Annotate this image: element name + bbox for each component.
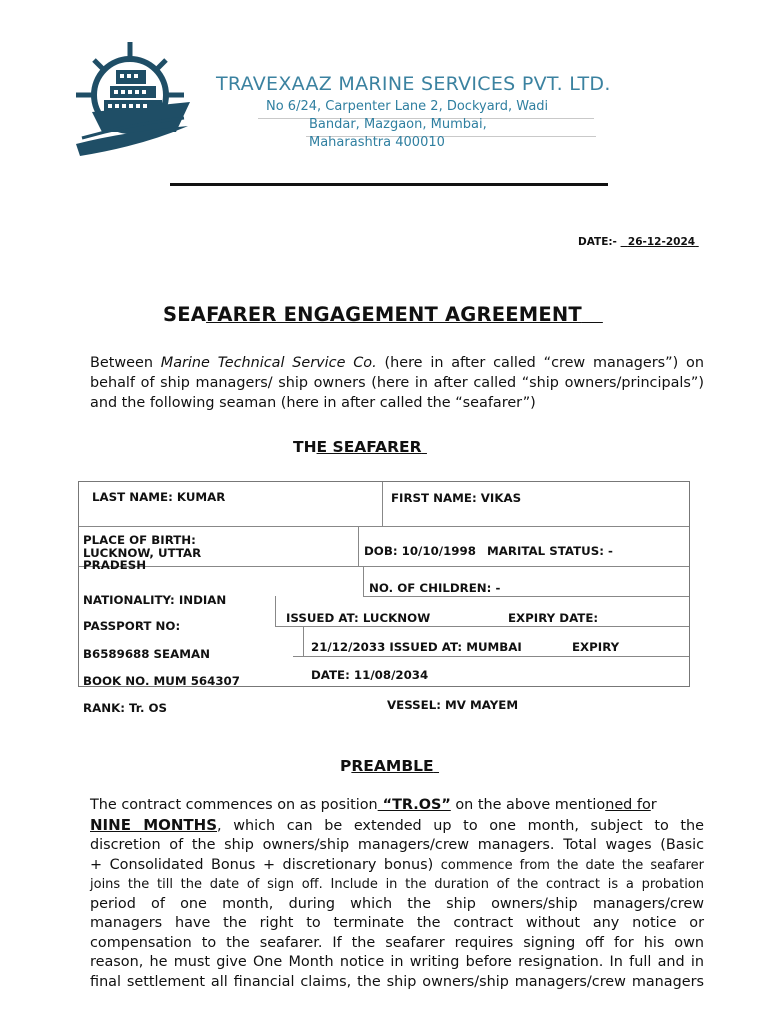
- address-line-3: Maharashtra 400010: [309, 135, 445, 150]
- seaman-book-expiry-label: EXPIRY: [572, 640, 620, 654]
- place-of-birth-value: LUCKNOW, UTTAR: [83, 546, 202, 560]
- vessel: VESSEL: MV MAYEM: [387, 698, 519, 712]
- address-line-1: No 6/24, Carpenter Lane 2, Dockyard, Wadi: [266, 99, 549, 114]
- rank: RANK: Tr. OS: [83, 701, 168, 715]
- company-name: TRAVEXAAZ MARINE SERVICES PVT. LTD.: [216, 73, 611, 95]
- passport-number-seaman: B6589688 SEAMAN: [83, 647, 210, 661]
- intro-paragraph: Between Marine Technical Service Co. (here in after called “crew managers”) on behalf of ship managers/ ship owners (here in after called “ship owners/principals”) and the following seaman (here in after called the “seafarer”): [90, 355, 704, 411]
- seafarer-heading: THE SEAFARER: [293, 438, 422, 456]
- preamble-heading: PREAMBLE: [340, 757, 434, 775]
- no-of-children: NO. OF CHILDREN: -: [369, 581, 501, 595]
- preamble-paragraph: The contract commences on as position “TR.OS” on the above mentioned for NINE MONTHS, which can be extended up to one month, subject to the discretion of the ship owners/ship managers/crew managers. Total wages (Basic + Consolidated Bonus + discretionary bonus) commence from the date the seafarer joins the till the date of sign off. Include in the duration of the contract is a probation period of one month, during which the ship owners/ship managers/crew managers have the right to terminate the contract without any notice or compensation to the seafarer. If the seafarer requires signing off for his own reason, he must give One Month notice in writing before resignation. In full and in final settlement all financial claims, the ship owners/ship managers/crew managers: [90, 797, 704, 990]
- ship-wheel-logo: [72, 40, 194, 162]
- place-of-birth-label: PLACE OF BIRTH:: [83, 533, 196, 547]
- passport-no-label: PASSPORT NO:: [83, 619, 181, 633]
- seaman-book-issued: 21/12/2033 ISSUED AT: MUMBAI: [311, 640, 522, 654]
- header-divider: [170, 183, 608, 186]
- date-value: 26-12-2024: [627, 236, 696, 248]
- first-name: FIRST NAME: VIKAS: [391, 491, 522, 505]
- marital-status: MARITAL STATUS: -: [487, 544, 613, 558]
- passport-issued-at: ISSUED AT: LUCKNOW: [286, 611, 431, 625]
- page-title: SEAFARER ENGAGEMENT AGREEMENT: [163, 303, 582, 326]
- seaman-book-number: BOOK NO. MUM 564307: [83, 674, 240, 688]
- passport-expiry-label: EXPIRY DATE:: [508, 611, 599, 625]
- seaman-book-expiry-date: DATE: 11/08/2034: [311, 668, 429, 682]
- dob: DOB: 10/10/1998: [364, 544, 476, 558]
- nationality: NATIONALITY: INDIAN: [83, 593, 227, 607]
- place-of-birth-state: PRADESH: [83, 558, 147, 572]
- address-line-2: Bandar, Mazgaon, Mumbai,: [309, 117, 487, 132]
- document-date: [578, 236, 699, 248]
- last-name: LAST NAME: KUMAR: [92, 490, 226, 504]
- date-label: DATE:-: [578, 236, 617, 248]
